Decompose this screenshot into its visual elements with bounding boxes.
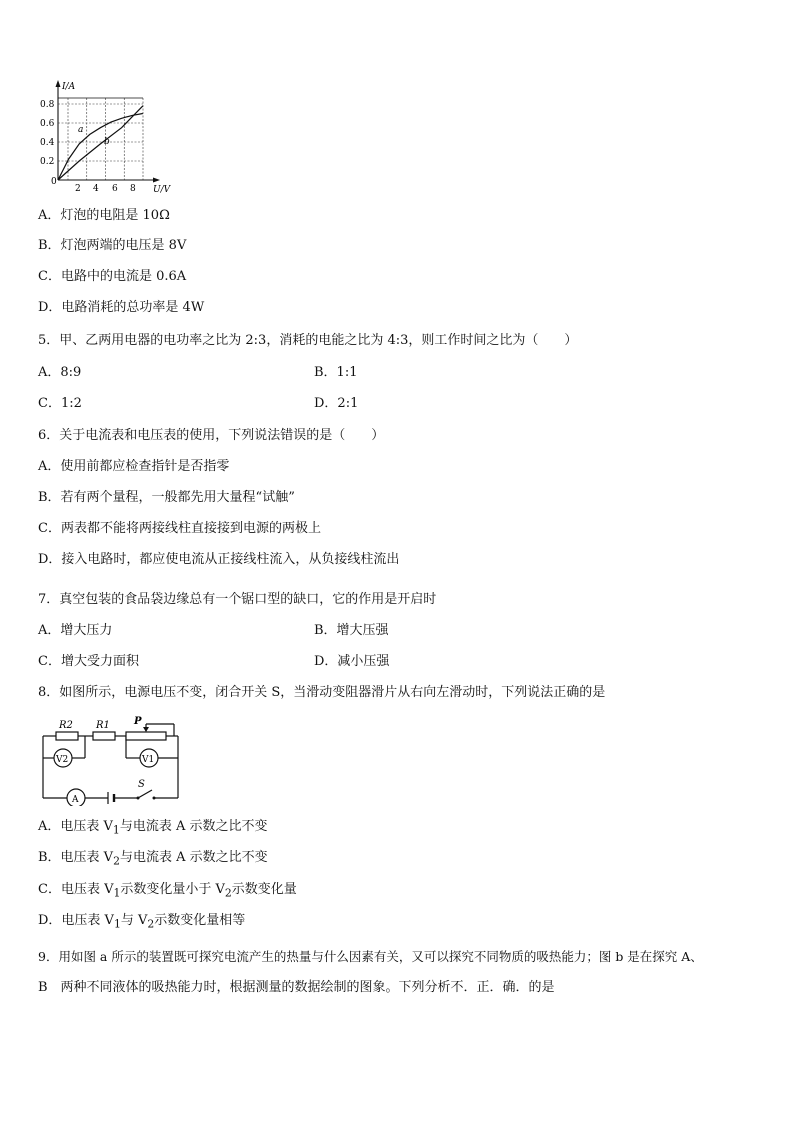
a-label: A [72, 795, 79, 805]
q6-option-c: C．两表都不能将两接线柱直接接到电源的两极上 [38, 521, 321, 536]
q8-stem: 8．如图所示，电源电压不变，闭合开关 S，当滑动变阻器滑片从右向左滑动时，下列说法正确的是 [38, 685, 606, 700]
p-label: P [134, 716, 142, 727]
r2-label: R2 [59, 720, 73, 731]
x-axis-arrow-icon [153, 178, 160, 183]
q7-option-d: D．减小压强 [314, 654, 390, 669]
s-label: S [138, 779, 145, 790]
r1-label: R1 [96, 720, 110, 731]
y-axis-label: I/A [62, 82, 76, 92]
rheostat [126, 732, 166, 740]
q9-stem-line1: 9．用如图 a 所示的装置既可探究电流产生的热量与什么因素有关，又可以探究不同物质的吸热能力；图 b 是在探究 A、 [38, 949, 703, 964]
q8-option-b: B．电压表 $V_2$与电流表 A 示数之比不变 [38, 850, 268, 868]
x-tick-label: 6 [112, 184, 118, 194]
q5-option-b: B．1:1 [314, 365, 358, 380]
switch-contact-icon [137, 797, 140, 800]
q4-option-a: A．灯泡的电阻是 10Ω [38, 208, 170, 223]
x-tick-label: 8 [130, 184, 136, 194]
q4-option-c: C．电路中的电流是 0.6A [38, 269, 187, 284]
y-tick-label: 0.6 [40, 119, 55, 129]
q6-option-d: D．接入电路时，都应使电流从正接线柱流入，从负接线柱流出 [38, 552, 400, 567]
q5-option-a: A．8:9 [38, 365, 82, 380]
q8-option-a: A．电压表 $V_1$与电流表 A 示数之比不变 [38, 819, 268, 837]
iu-graph [38, 78, 178, 196]
r2-resistor [56, 732, 78, 740]
v2-label: V2 [56, 755, 69, 765]
q7-option-b: B．增大压强 [314, 623, 389, 638]
y-tick-label: 0.8 [40, 100, 55, 110]
circuit-diagram [38, 714, 188, 806]
q5-option-d: D．2:1 [314, 396, 359, 411]
v1-label: V1 [142, 755, 155, 765]
y-tick-label: 0 [51, 177, 57, 187]
x-tick-label: 2 [75, 184, 81, 194]
slider-arrow-icon [143, 727, 149, 732]
q9-stem-line2: B 两种不同液体的吸热能力时，根据测量的数据绘制的图象。下列分析不．正．确．的是 [38, 980, 555, 995]
q8-option-d: D．电压表 $V_1$与 $V_2$示数变化量相等 [38, 913, 246, 931]
q8-option-c: C．电压表 $V_1$示数变化量小于 $V_2$示数变化量 [38, 882, 297, 900]
q7-option-c: C．增大受力面积 [38, 654, 139, 669]
r1-resistor [93, 732, 115, 740]
y-tick-label: 0.4 [40, 138, 55, 148]
q5-stem: 5．甲、乙两用电器的电功率之比为 2:3，消耗的电能之比为 4:3，则工作时间之比为（ ） [38, 333, 578, 348]
y-tick-label: 0.2 [40, 157, 55, 167]
x-axis-label: U/V [153, 185, 171, 195]
curve-a-label: a [78, 125, 84, 135]
q5-option-c: C．1:2 [38, 396, 82, 411]
y-axis-arrow-icon [56, 80, 61, 87]
q6-option-a: A．使用前都应检查指针是否指零 [38, 459, 230, 474]
curve-b [58, 106, 143, 180]
q6-option-b: B．若有两个量程，一般都先用大量程“试触” [38, 490, 295, 505]
q7-stem: 7．真空包装的食品袋边缘总有一个锯口型的缺口，它的作用是开启时 [38, 592, 437, 607]
q4-option-d: D．电路消耗的总功率是 4W [38, 300, 205, 315]
x-tick-label: 4 [93, 184, 99, 194]
q6-stem: 6．关于电流表和电压表的使用，下列说法错误的是（ ） [38, 428, 385, 443]
curve-b-label: b [104, 137, 110, 147]
q4-option-b: B．灯泡两端的电压是 8V [38, 238, 187, 253]
q7-option-a: A．增大压力 [38, 623, 113, 638]
curve-a [58, 114, 143, 181]
